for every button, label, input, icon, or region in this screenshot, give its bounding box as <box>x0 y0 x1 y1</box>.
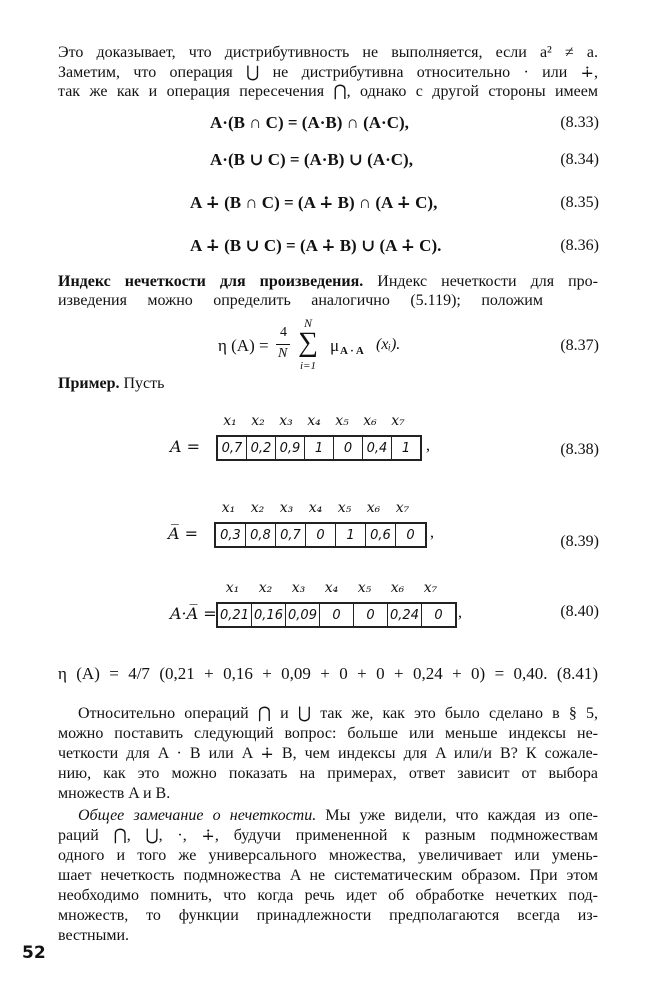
col-header: x₂ <box>258 580 273 596</box>
text-line: одного и того же универсального множества, увеличивает или умень- <box>58 847 598 864</box>
membership-table <box>216 602 457 628</box>
page-number: 52 <box>22 943 46 963</box>
eq-lhs: η (A) = <box>218 336 269 355</box>
equation-number: (8.40) <box>560 603 599 620</box>
col-header: x₄ <box>307 413 321 429</box>
text-line: шает нечеткость подмножества A не систематическим образом. При этом <box>58 867 598 884</box>
fuzzy-set-table-product <box>170 580 460 630</box>
section-heading: Индекс нечеткости для произведения. <box>58 273 364 290</box>
paragraph-text: Мы уже видели, что каждая из опе- <box>316 807 599 824</box>
col-header: x₂ <box>250 500 265 516</box>
table-cell: 0,09 <box>286 603 320 627</box>
text-line: четкости для A · B или A ∔ B, чем индексы для A или/и B? К сожале- <box>58 745 598 762</box>
equation-number: (8.37) <box>560 337 599 354</box>
col-header: x₄ <box>308 500 323 516</box>
table-cell: 0,24 <box>388 603 422 627</box>
sum-sign: ∑ <box>298 327 318 358</box>
membership-table <box>214 522 427 548</box>
col-header: x₁ <box>223 413 237 429</box>
table-cell: 0,3 <box>215 523 246 547</box>
table-header <box>214 500 417 516</box>
table-cell: 1 <box>336 523 366 547</box>
text-line: вестными. <box>58 927 130 944</box>
table-cell: 0 <box>320 603 354 627</box>
table-cell: 0 <box>354 603 388 627</box>
equation-8-41: η (A) = 4/7 (0,21 + 0,16 + 0,09 + 0 + 0 + 0,24 + 0) = 0,40. (8.41) <box>58 664 598 683</box>
text-line: раций ⋂, ⋃, ·, ∔, будучи примененной к разным подмножествам <box>58 827 598 844</box>
sum-upper: N <box>304 316 313 330</box>
table-label: A̅ = <box>168 524 199 543</box>
paragraph-first-line <box>78 807 598 825</box>
equation-8-37 <box>218 318 418 374</box>
col-header: x₅ <box>337 500 352 516</box>
equation-number: (8.36) <box>560 237 599 254</box>
text-line: нию, как это можно показать на примерах, ответ зависит от выбора <box>58 765 598 782</box>
text-line: изведения можно определить аналогично (5.119); положим <box>58 292 543 309</box>
example-line <box>58 375 164 393</box>
col-header: x₂ <box>251 413 265 429</box>
table-cell: 0,21 <box>217 603 252 627</box>
col-header: x₅ <box>335 413 349 429</box>
col-header: x₇ <box>395 500 410 516</box>
text-line: Относительно операций ⋂ и ⋃ так же, как это было сделано в § 5, <box>78 705 598 722</box>
table-cell: 1 <box>305 436 334 460</box>
col-header: x₇ <box>391 413 405 429</box>
col-header: x₅ <box>357 580 372 596</box>
fuzzy-set-table-A-complement <box>168 500 438 550</box>
sum-lower: i=1 <box>300 360 316 372</box>
equation-number: (8.34) <box>560 151 599 168</box>
text-line: множеств, то функции принадлежности предполагаются всегда из- <box>58 907 598 924</box>
equation-8-36: A ∔ (B ∪ C) = (A ∔ B) ∪ (A ∔ C). <box>190 236 442 255</box>
equation-8-34: A·(B ∪ C) = (A·B) ∪ (A·C), <box>210 150 413 169</box>
equation-8-33: A·(B ∩ C) = (A·B) ∩ (A·C), <box>210 113 409 132</box>
fuzzy-set-table-A <box>170 413 440 463</box>
col-header: x₄ <box>324 580 339 596</box>
table-label: A·A̅ = <box>170 604 217 623</box>
equation-number: (8.39) <box>560 533 599 550</box>
col-header: x₃ <box>279 413 293 429</box>
table-cell: 0,8 <box>246 523 276 547</box>
text-line: Это доказывает, что дистрибутивность не выполняется, если a² ≠ a. <box>58 44 598 61</box>
col-header: x₃ <box>279 500 294 516</box>
col-header: x₇ <box>423 580 438 596</box>
col-header: x₁ <box>225 580 240 596</box>
table-cell: 1 <box>392 436 422 460</box>
mu: μ <box>330 336 340 355</box>
equation-number: (8.35) <box>560 194 599 211</box>
table-cell: 0,2 <box>247 436 276 460</box>
mu-argument: (xᵢ). <box>376 336 401 353</box>
text-line: так же как и операция пересечения ⋂, однако с другой стороны имеем <box>58 83 598 100</box>
frac-denominator: N <box>278 346 288 361</box>
col-header: x₆ <box>366 500 381 516</box>
text-line: Заметим, что операция ⋃ не дистрибутивна относительно · или ∔, <box>58 64 598 81</box>
table-cell: 0 <box>334 436 363 460</box>
table-cell: 0 <box>306 523 336 547</box>
table-header <box>216 413 412 429</box>
text-line: можно поставить следующий вопрос: больше или меньше индексы не- <box>58 725 598 742</box>
example-text: Пусть <box>119 375 165 392</box>
table-cell: 0,7 <box>217 436 247 460</box>
table-cell: 0,7 <box>276 523 306 547</box>
table-cell: 0,6 <box>366 523 396 547</box>
equation-number: (8.33) <box>560 114 599 131</box>
frac-numerator: 4 <box>280 325 287 340</box>
example-heading: Пример. <box>58 375 120 392</box>
table-cell: 0,4 <box>363 436 392 460</box>
equation-8-35: A ∔ (B ∩ C) = (A ∔ B) ∩ (A ∔ C), <box>190 193 438 212</box>
table-cell: 0 <box>396 523 427 547</box>
table-tail: , <box>426 437 430 454</box>
table-cell: 0 <box>422 603 457 627</box>
membership-table <box>216 435 422 461</box>
col-header: x₁ <box>221 500 236 516</box>
col-header: x₆ <box>363 413 377 429</box>
col-header: x₆ <box>390 580 405 596</box>
table-tail: , <box>430 524 434 541</box>
table-label: A = <box>170 437 201 456</box>
mu-subscript: A · A <box>340 345 364 357</box>
table-header <box>216 580 447 596</box>
table-cell: 0,9 <box>276 436 305 460</box>
table-tail: , <box>458 604 462 621</box>
section-line <box>58 273 598 291</box>
text-line: необходимо помнить, что когда речь идет об обработке нечетких под- <box>58 887 598 904</box>
frac-bar <box>276 344 290 345</box>
section-text: Индекс нечеткости для про- <box>363 273 598 290</box>
italic-lead: Общее замечание о нечеткости. <box>78 807 317 824</box>
table-cell: 0,16 <box>252 603 286 627</box>
text-line: множеств A и B. <box>58 785 171 802</box>
equation-number: (8.38) <box>560 441 599 458</box>
col-header: x₃ <box>291 580 306 596</box>
